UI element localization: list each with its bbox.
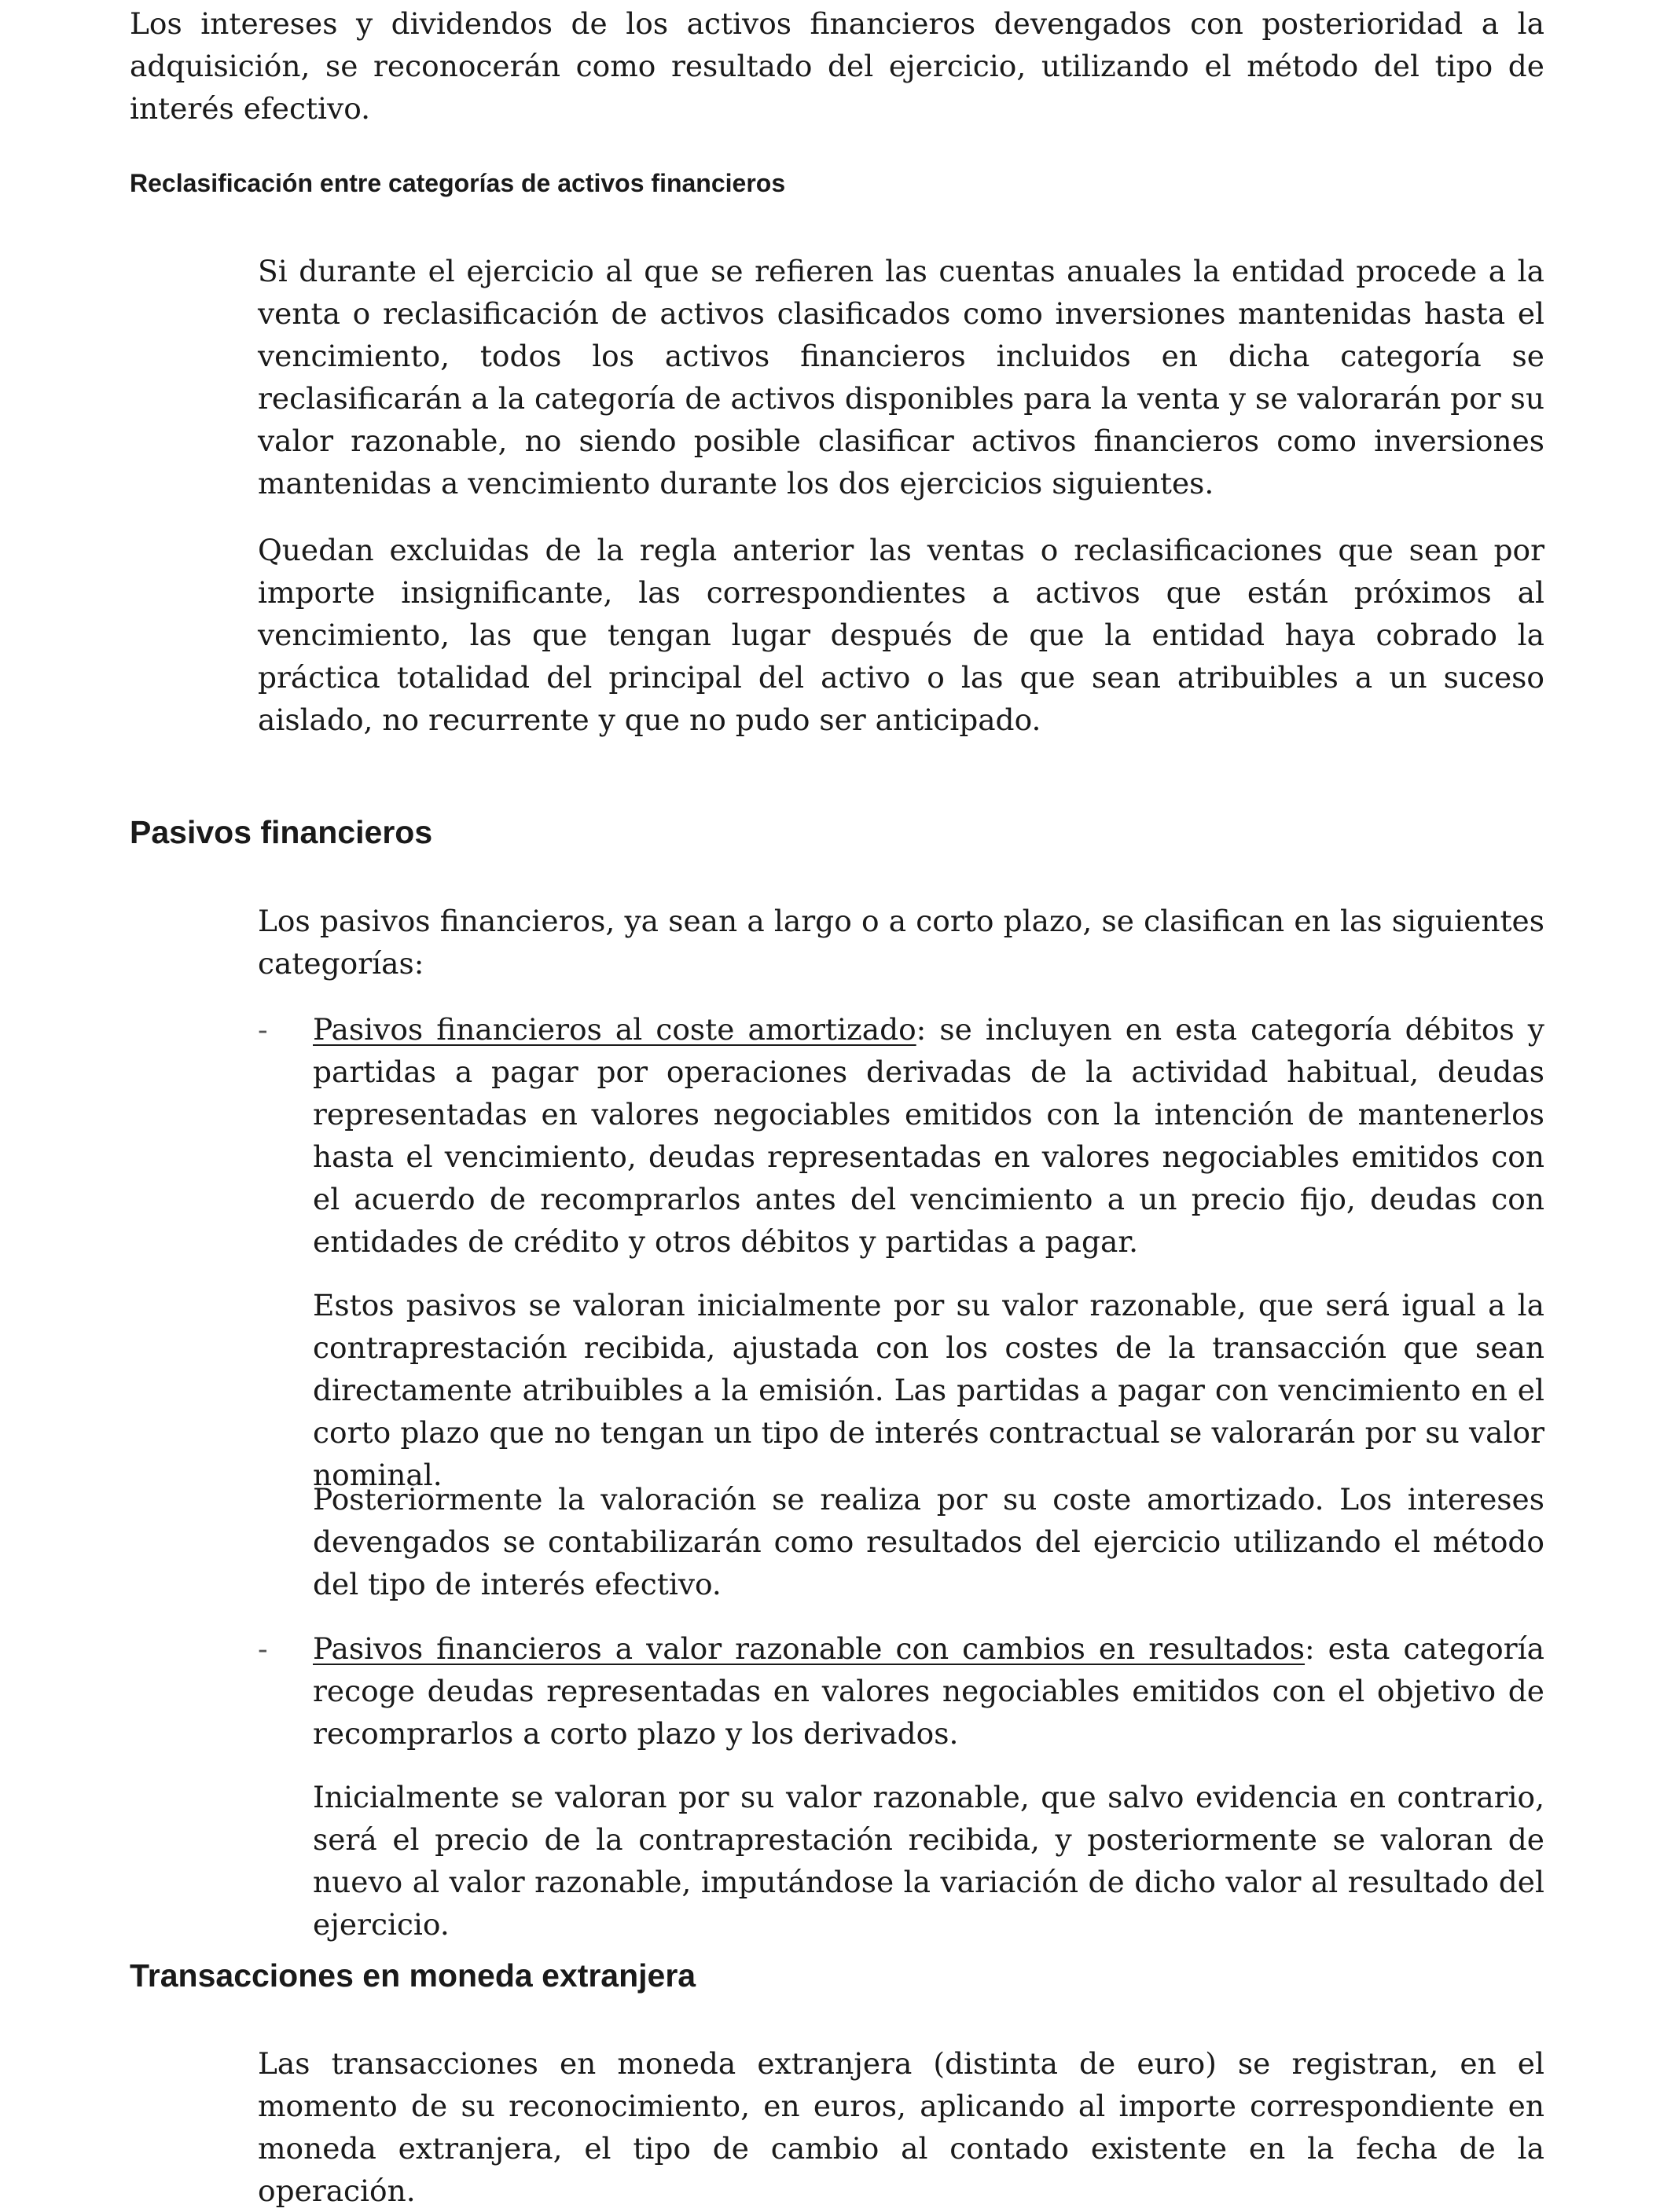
moneda-paragraph: Las transacciones en moneda extranjera (distinta de euro) se registran, en el momento de su reconocimiento, en euros, aplicando al importe correspondiente en moneda extranjera, el tipo de cambio al contado existente en la fecha de la operación.: [258, 2046, 1544, 2208]
list-item-title: Pasivos financieros a valor razonable con cambios en resultados: [313, 1631, 1306, 1666]
pasivos-heading: Pasivos financieros: [130, 814, 433, 850]
reclasificacion-paragraph-2: Quedan excluidas de la regla anterior las ventas o reclasificaciones que sean por importe insignificante, las correspondientes a activos que están próximos al vencimiento, las que tengan lugar después de que la entidad haya cobrado la práctica totalidad del principal del activo o las que sean atribuibles a un suceso aislado, no recurrente y que no pudo ser anticipado.: [258, 533, 1544, 737]
list-item-paragraph: Inicialmente se valoran por su valor razonable, que salvo evidencia en contrario, será el precio de la contraprestación recibida, y posteriormente se valoran de nuevo al valor razonable, imputándose la variación de dicho valor al resultado del ejercicio.: [313, 1780, 1544, 1942]
reclasificacion-heading: Reclasificación entre categorías de activos financieros: [130, 169, 786, 197]
list-item-title: Pasivos financieros al coste amortizado: [313, 1012, 916, 1047]
list-item-paragraph: Estos pasivos se valoran inicialmente por su valor razonable, que será igual a la contraprestación recibida, ajustada con los costes de la transacción que sean directamente atribuibles a la emisión. Las partidas a pagar con vencimiento en el corto plazo que no tengan un tipo de interés contractual se valorarán por su valor nominal.: [313, 1288, 1544, 1492]
list-item-text: [313, 1627, 1544, 1755]
list-item-description: : se incluyen en esta categoría débitos y partidas a pagar por operaciones derivadas de la actividad habitual, deudas representadas en valores negociables emitidos con la intención de mantenerlos hasta el vencimiento, deudas representadas en valores negociables emitidos con el acuerdo de recomprarlos antes del vencimiento a un precio fijo, deudas con entidades de crédito y otros débitos y partidas a pagar.: [313, 1012, 1544, 1259]
list-item-paragraph: Posteriormente la valoración se realiza por su coste amortizado. Los intereses devengados se contabilizarán como resultados del ejercicio utilizando el método del tipo de interés efectivo.: [313, 1482, 1544, 1601]
list-item-description: : esta categoría recoge deudas representadas en valores negociables emitidos con el objetivo de recomprarlos a corto plazo y los derivados.: [313, 1631, 1545, 1751]
moneda-heading: Transacciones en moneda extranjera: [130, 1957, 696, 1994]
reclasificacion-paragraph-1: Si durante el ejercicio al que se refieren las cuentas anuales la entidad procede a la venta o reclasificación de activos clasificados como inversiones mantenidas hasta el vencimiento, todos los activos financieros incluidos en dicha categoría se reclasificarán a la categoría de activos disponibles para la venta y se valorarán por su valor razonable, no siendo posible clasificar activos financieros como inversiones mantenidas a vencimiento durante los dos ejercicios siguientes.: [258, 254, 1544, 501]
pasivos-intro-paragraph: Los pasivos financieros, ya sean a largo o a corto plazo, se clasifican en las siguientes categorías:: [258, 904, 1544, 981]
intro-paragraph: Los intereses y dividendos de los activos financieros devengados con posterioridad a la adquisición, se reconocerán como resultado del ejercicio, utilizando el método del tipo de interés efectivo.: [130, 6, 1544, 126]
list-bullet: -: [258, 1631, 268, 1666]
list-item-text: [313, 1008, 1544, 1263]
list-bullet: -: [258, 1012, 268, 1047]
